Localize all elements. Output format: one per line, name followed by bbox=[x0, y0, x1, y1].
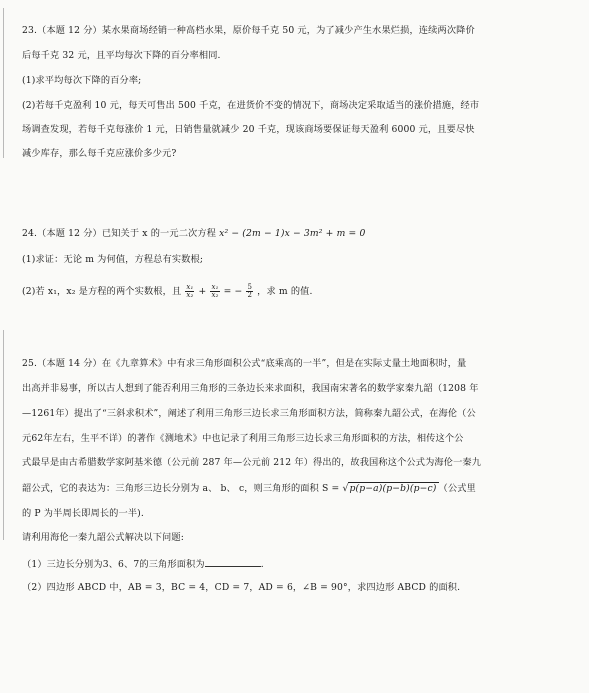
q25-line-7: 的 P 为半周长即周长的一半). bbox=[22, 508, 144, 519]
q25-line-2: 出高并非易事，所以古人想到了能否利用三角形的三条边长来求面积，我国南宋著名的数学家秦九韶（1208 年 bbox=[22, 383, 479, 394]
q25-sub1-text: （1）三边长分别为3、6、7的三角形面积为 bbox=[22, 559, 205, 570]
fraction: $\frac{\text{x₁}}{\text{x₂}}$ bbox=[186, 283, 194, 299]
q24-subquestion-2 bbox=[22, 280, 313, 304]
q23-subquestion-1: (1)求平均每次下降的百分率; bbox=[22, 75, 142, 86]
q25-line-3: —1261年）提出了“三斜求积术”，阐述了利用三角形三边长求三角形面积方法，简称秦九韶公式，在海伦（公 bbox=[22, 408, 476, 419]
q25-line-4: 元62年左右，生平不详）的著作《测地术》中也记录了利用三角形三边长求三角形面积的方法，相传这个公 bbox=[22, 433, 464, 444]
q24-equation: x² − (2m − 1)x − 3m² + m = 0 bbox=[219, 228, 366, 239]
period: . bbox=[260, 559, 264, 570]
equals-sign: = − bbox=[223, 286, 243, 297]
q25-line-8: 请利用海伦一秦九韶公式解决以下问题: bbox=[22, 532, 184, 543]
q24-sub2-text: (2)若 x₁，x₂ 是方程的两个实数根，且 bbox=[22, 286, 185, 297]
q24-sub2-tail: ，求 m 的值. bbox=[257, 286, 313, 297]
q25-subquestion-2: （2）四边形 ABCD 中，AB = 3，BC = 4，CD = 7，AD = 6，∠B = 90°，求四边形 ABCD 的面积. bbox=[22, 582, 461, 593]
q25-formula-tail: （公式里 bbox=[438, 483, 476, 494]
scan-edge-mark bbox=[3, 330, 4, 540]
q23-line-2: 后每千克 32 元，且平均每次下降的百分率相同. bbox=[22, 50, 221, 61]
q25-line-5: 式最早是由古希腊数学家阿基米德（公元前 287 年—公元前 212 年）得出的，故我国称这个公式为海伦一秦九 bbox=[22, 457, 482, 468]
scan-edge-mark bbox=[3, 8, 4, 158]
q24-stem: 24.（本题 12 分）已知关于 x 的一元二次方程 bbox=[22, 228, 220, 239]
q23-line-6: 减少库存，那么每千克应涨价多少元? bbox=[22, 148, 177, 159]
q25-formula-intro: 韶公式，它的表达为：三角形三边长分别为 a、 b、 c，则三角形的面积 S = bbox=[22, 483, 343, 494]
answer-blank[interactable] bbox=[205, 557, 261, 567]
fraction: $\frac{\text{x₁}}{\text{x₂}}$ bbox=[211, 283, 219, 299]
q23-subquestion-2: (2)若每千克盈利 10 元，每天可售出 500 千克，在进货价不变的情况下，商场决定采取适当的涨价措施，经市 bbox=[22, 100, 480, 111]
q25-line-1: 25.（本题 14 分）在《九章算术》中有求三角形面积公式“底乘高的一半”，但是在实际丈量土地面积时，量 bbox=[22, 358, 467, 369]
q23-line-5: 场调查发现，若每千克每涨价 1 元，日销售量就减少 20 千克，现该商场要保证每天盈利 6000 元，且要尽快 bbox=[22, 124, 475, 135]
q24-subquestion-1: (1)求证：无论 m 为何值，方程总有实数根; bbox=[22, 254, 204, 265]
q23-line-1: 23.（本题 12 分）某水果商场经销一种高档水果，原价每千克 50 元，为了减少产生水果烂损，连续两次降价 bbox=[22, 25, 475, 36]
plus-sign: + bbox=[198, 286, 207, 297]
q25-line-6: 韶公式，它的表达为：三角形三边长分别为 a、 b、 c，则三角形的面积 S = √p(p−a)(p−b)(p−c) （公式里 bbox=[22, 483, 476, 494]
fraction: $\frac{5}{2}$ bbox=[247, 283, 253, 299]
heron-formula-radicand: p(p−a)(p−b)(p−c) bbox=[349, 483, 437, 494]
q25-subquestion-1 bbox=[22, 557, 264, 571]
q24-line-1 bbox=[22, 228, 365, 240]
